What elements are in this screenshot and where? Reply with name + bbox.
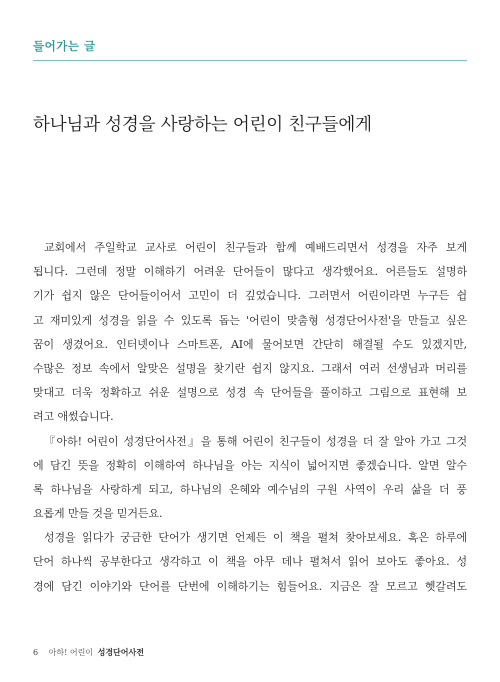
text-line: 요롭게 만들 것을 믿거든요.: [33, 507, 163, 521]
page-footer: [33, 647, 144, 658]
text-line: 됩니다. 그런데 정말 이해하기 어려운 단어들이 많다고 생각했어요. 어른들도 설명하: [33, 265, 467, 279]
text-line: 수많은 정보 속에서 알맞은 설명을 찾기란 쉽지 않지요. 그래서 여러 선생님과 머리를: [33, 361, 467, 375]
text-line: 기가 쉽지 않은 단어들이어서 고민이 더 깊었습니다. 그러면서 어린이라면 누구든 쉽: [33, 289, 467, 303]
text-line: 『아하! 어린이 성경단어사전』을 통해 어린이 친구들이 성경을 더 잘 알아 가고 그것: [44, 434, 467, 448]
chapter-title: 하나님과 성경을 사랑하는 어린이 친구들에게: [33, 115, 372, 135]
text-line: 경에 담긴 이야기와 단어를 단번에 이해하기는 힘들어요. 지금은 잘 모르고 헷갈려도: [33, 579, 467, 593]
section-label: 들어가는 글: [33, 39, 96, 53]
text-line: 교회에서 주일학교 교사로 어린이 친구들과 함께 예배드리면서 성경을 자주 보게: [44, 241, 467, 254]
text-line: 맞대고 더욱 정확하고 쉬운 설명으로 성경 속 단어들을 풀이하고 그림으로 표현해 보: [33, 386, 467, 400]
text-line: 단어 하나씩 공부한다고 생각하고 이 책을 아무 데나 펼쳐서 읽어 보아도 좋아요. 성: [33, 555, 467, 569]
text-line: 고 재미있게 성경을 읽을 수 있도록 돕는 '어린이 맞춤형 성경단어사전'을 만들고 싶은: [33, 313, 467, 327]
book-title-main: 성경단어사전: [97, 648, 144, 657]
book-title-prefix: 아하! 어린이: [48, 648, 94, 657]
paragraph-1: [33, 236, 467, 430]
paragraph-3: [33, 526, 467, 599]
paragraph-2: [33, 430, 467, 527]
text-line: 록 하나님을 사랑하게 되고, 하나님의 은혜와 예수님의 구원 사역이 우리 삶을 더 풍: [33, 482, 467, 496]
body-text: [33, 236, 467, 599]
text-line: 려고 애썼습니다.: [33, 410, 114, 424]
text-line: 꿈이 생겼어요. 인터넷이나 스마트폰, AI에 물어보면 간단히 해결될 수도 있겠지만,: [33, 337, 467, 351]
page-number: 6: [33, 648, 39, 657]
text-line: 에 담긴 뜻을 정확히 이해하여 하나님을 아는 지식이 넓어지면 좋겠습니다. 알면 알수: [33, 458, 467, 472]
section-divider: [33, 60, 467, 61]
text-line: 성경을 읽다가 궁금한 단어가 생기면 언제든 이 책을 펼쳐 찾아보세요. 혹은 하루에: [44, 531, 467, 545]
